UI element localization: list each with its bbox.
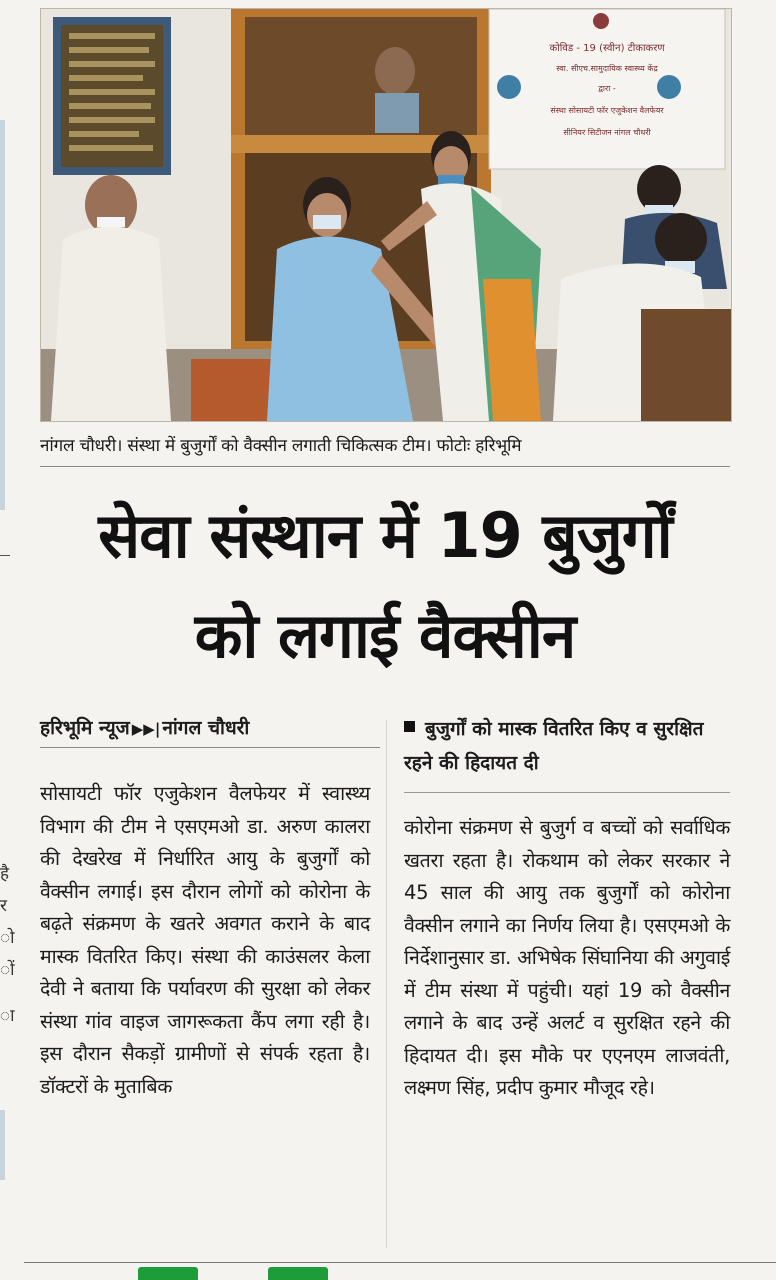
banner-line: सीनियर सिटीजन नांगल चौधरी	[563, 128, 651, 137]
byline	[40, 710, 380, 748]
article-body-left: सोसायटी फॉर एजुकेशन वैलफेयर में स्वास्थ्य विभाग की टीम ने एसएमओ डा. अरुण कालरा की देखरेख में निर्धारित आयु के बुजुर्गों को वैक्सीन लगाई। इस दौरान लोगों को कोरोना के बढ़ते संक्रमण के खतरे अवगत कराने के बाद मास्क वितरित किए। संस्था की काउंसलर केला देवी ने बताया कि पर्यावरण की सुरक्षा को लेकर संस्था गांव वाइज जागरूकता कैंप लगा रही है। इस दौरान सैकड़ों ग्रामीणों से संपर्क रहता है। डॉक्टरों के मुताबिक	[40, 782, 370, 1098]
left-edge-rule	[0, 555, 10, 556]
subhead-text: बुजुर्गों को मास्क वितरित किए व सुरक्षित रहने की हिदायत दी	[404, 718, 704, 774]
column-divider	[386, 720, 387, 1248]
byline-place: नांगल चौधरी	[162, 717, 250, 739]
left-edge-fragment: र	[0, 896, 7, 916]
byline-source: हरिभूमि न्यूज	[40, 717, 130, 739]
banner-line: स्वा. सीएच.सामुदायिक स्वास्थ्य केंद्र	[556, 64, 658, 73]
left-edge-strip-lower	[0, 1110, 5, 1180]
banner-line: कोविड - 19 (स्वीन) टीकाकरण	[549, 43, 665, 54]
headline-line-1: सेवा संस्थान में 19 बुजुर्गों	[98, 499, 672, 572]
left-edge-fragment: ो	[0, 928, 15, 948]
article-body-right: कोरोना संक्रमण से बुजुर्ग व बच्चों को सर्वाधिक खतरा रहता है। रोकथाम को लेकर सरकार ने 45 साल की आयु तक बुजुर्गों को कोरोना वैक्सीन लगाने का निर्णय लिया है। एसएमओ के निर्देशानुसार डा. अभिषेक सिंघानिया की अगुवाई में टीम संस्था में पहुंची। यहां 19 को वैक्सीन लगाने के बाद उन्हें अलर्ट व सुरक्षित रहने की हिदायत दी। इस मौके पर एएनएम लाजवंती, लक्ष्मण सिंह, प्रदीप कुमार मौजूद रहे।	[404, 816, 730, 1099]
left-edge-fragment: ा	[0, 1006, 15, 1026]
headline	[40, 486, 730, 686]
left-edge-fragment: ों	[0, 960, 15, 980]
byline-arrow-icon: ▶▶|	[131, 720, 161, 738]
next-article-tab	[138, 1267, 198, 1280]
left-edge-fragment: है	[0, 864, 10, 884]
subhead	[404, 712, 730, 780]
next-article-tab	[268, 1267, 328, 1280]
banner-line: द्वारा -	[598, 84, 616, 93]
subhead-rule	[404, 792, 730, 793]
photo-illustration	[41, 9, 731, 421]
photo-caption: नांगल चौधरी। संस्था में बुजुर्गों को वैक्सीन लगाती चिकित्सक टीम। फोटोः हरिभूमि	[40, 428, 730, 467]
bullet-square-icon	[404, 721, 415, 732]
banner-line: संस्था सोसायटी फॉर एजुकेशन वैलफेयर	[550, 106, 664, 115]
left-edge-strip	[0, 120, 5, 510]
news-photo	[40, 8, 732, 422]
headline-line-2: को लगाई वैक्सीन	[194, 599, 576, 672]
bottom-rule	[24, 1262, 776, 1263]
